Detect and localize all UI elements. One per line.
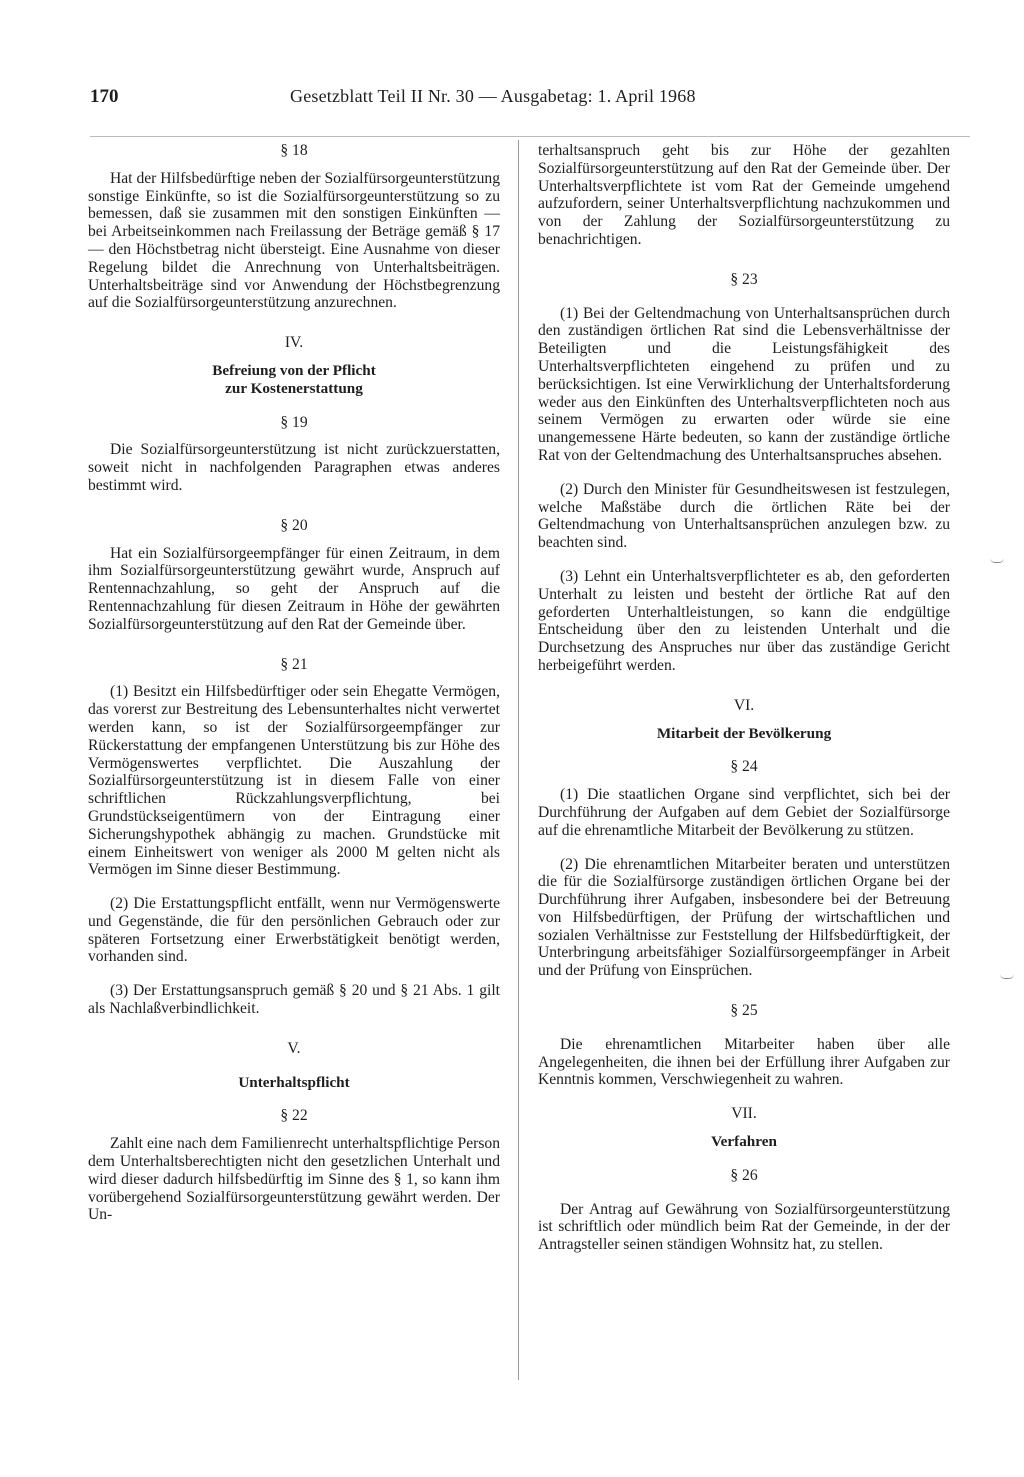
section-22-label: § 22 xyxy=(280,1107,308,1125)
part-6-label: VI. xyxy=(733,696,755,714)
part-4-title-line-1: Befreiung von der Pflicht xyxy=(212,361,376,379)
part-4-title-line-2: zur Kostenerstattung xyxy=(225,379,363,397)
left-column xyxy=(88,142,500,1224)
section-24-paragraph-2: (2) Die ehrenamtlichen Mitarbeiter beraten und unterstützen die für die Sozialfürsorge zuständigen örtlichen Organe bei der Durchführung ihrer Aufgaben, insbesondere bei der Betreuung von Hilfsbedürftigen, der Prüfung der wirtschaftlichen und sozialen Verhältnisse zur Feststellung der Hilfsbedürftigkeit, der Unterbringung arbeitsfähiger Sozialfürsorgeempfänger in Arbeit und der Prüfung von Einsprüchen. xyxy=(538,855,950,980)
section-21-paragraph-3: (3) Der Erstattungsanspruch gemäß § 20 und § 21 Abs. 1 gilt als Nachlaßverbindlichkeit. xyxy=(88,982,500,1018)
section-21-paragraph-2: (2) Die Erstattungspflicht entfällt, wenn nur Vermögenswerte und Gegenstände, die für den persönlichen Gebrauch oder zur späteren Fortsetzung einer Erwerbstätigkeit benötigt werden, vorhanden sind. xyxy=(88,895,500,966)
section-20-label: § 20 xyxy=(280,516,308,534)
section-23-paragraph-1: (1) Bei der Geltendmachung von Unterhaltsansprüchen durch den zuständigen örtlichen Rat sind die Lebensverhältnisse der Beteiligten und die Leistungsfähigkeit des Unterhaltsverpflichteten eingehend zu prüfen und zu berücksichtigen. Ist eine Verwirklichung der Unterhaltsforderung weder aus den Einkünften des Unterhaltsverpflichteten noch aus seinem Vermögen zu erwarten oder würde sie eine unangemessene Härte bedeuten, so kann der zuständige örtliche Rat von der Geltendmachung des Unterhaltsanspruches absehen. xyxy=(538,304,950,464)
section-22-text-start: Zahlt eine nach dem Familienrecht unterhaltspflichtige Person dem Unterhaltsberechtigten nicht den gesetzlichen Unterhalt und wird dieser dadurch hilfsbedürftig im Sinne des § 1, so kann ihm vorübergehend Sozialfürsorgeunterstützung gewährt werden. Der Un- xyxy=(88,1135,500,1224)
section-21-paragraph-1: (1) Besitzt ein Hilfsbedürftiger oder sein Ehegatte Vermögen, das vorerst zur Bestreitung des Lebensunterhaltes nicht verwertet werden kann, so ist der Sozialfürsorgeempfänger zur Rückerstattung der empfangenen Unterstützung bis zur Höhe des Vermögenswertes verpflichtet. Die Auszahlung der Sozialfürsorgeunterstützung ist in diesem Falle von einer schriftlichen Rückzahlungsverpflichtung, bei Grundstückseigentümern von der Eintragung einer Sicherungshypothek abhängig zu machen. Grundstücke mit einem Einheitswert von weniger als 2000 M gelten nicht als Vermögen im Sinne dieser Bestimmung. xyxy=(88,683,500,879)
section-25-label: § 25 xyxy=(730,1002,758,1020)
page-header xyxy=(90,86,970,114)
part-7-title: Verfahren xyxy=(711,1133,777,1151)
section-24-label: § 24 xyxy=(730,758,758,776)
column-divider xyxy=(518,140,519,1380)
part-5-title: Unterhaltspflicht xyxy=(238,1073,350,1091)
section-20-text: Hat ein Sozialfürsorgeempfänger für einen Zeitraum, in dem ihm Sozialfürsorgeunterstützung gewährt wurde, Anspruch auf Rentennachzahlung, so geht der Anspruch auf die Rentennachzahlung für diesen Zeitraum in Höhe der gewährten Sozialfürsorgeunterstützung auf den Rat der Gemeinde über. xyxy=(88,544,500,633)
section-26-label: § 26 xyxy=(730,1166,758,1184)
section-19-text: Die Sozialfürsorgeunterstützung ist nicht zurückzuerstatten, soweit nicht in nachfolgenden Paragraphen etwas anderes bestimmt wird. xyxy=(88,441,500,494)
right-column xyxy=(538,142,950,1254)
section-22-text-continued: terhaltsanspruch geht bis zur Höhe der gezahlten Sozialfürsorgeunterstützung auf den Rat der Gemeinde über. Der Unterhaltsverpflichtete ist vom Rat der Gemeinde umgehend aufzufordern, seiner Unterhaltsverpflichtung nachzukommen und von der Zahlung der Sozialfürsorgeunterstützung zu benachrichtigen. xyxy=(538,142,950,248)
section-18-text: Hat der Hilfsbedürftige neben der Sozialfürsorgeunterstützung sonstige Einkünfte, so ist die Sozialfürsorgeunterstützung so zu bemessen, daß sie zusammen mit den sonstigen Einkünften — bei Arbeitseinkommen nach Freilassung der Beträge gemäß § 17 — den Höchstbetrag nicht übersteigt. Eine Ausnahme von dieser Regelung bildet die Anrechnung von Unterhaltsbeiträgen. Unterhaltsbeiträge sind vor Anwendung der Höchstbegrenzung auf die Sozialfürsorgeunterstützung anzurechnen. xyxy=(88,169,500,312)
section-26-text: Der Antrag auf Gewährung von Sozialfürsorgeunterstützung ist schriftlich oder mündlich beim Rat der Gemeinde, in der der Antragsteller seinen ständigen Wohnsitz hat, zu stellen. xyxy=(538,1200,950,1254)
section-24-paragraph-1: (1) Die staatlichen Organe sind verpflichtet, sich bei der Durchführung der Aufgaben auf dem Gebiet der Sozialfürsorge auf die ehrenamtliche Mitarbeit der Bevölkerung zu stützen. xyxy=(538,786,950,839)
section-23-paragraph-3: (3) Lehnt ein Unterhaltsverpflichteter es ab, den geforderten Unterhalt zu leisten und besteht der örtliche Rat auf den geforderten Unterhaltleistungen, so kann die endgültige Entscheidung über den zu leistenden Unterhalt und die Durchsetzung des Anspruches nur über das zuständige Gericht herbeigeführt werden. xyxy=(538,567,950,674)
part-6-title: Mitarbeit der Bevölkerung xyxy=(656,724,832,742)
section-21-label: § 21 xyxy=(280,655,308,673)
part-7-label: VII. xyxy=(731,1105,757,1123)
page-number: 170 xyxy=(90,86,119,107)
section-23-label: § 23 xyxy=(730,270,758,288)
section-19-label: § 19 xyxy=(280,413,308,431)
section-23-paragraph-2: (2) Durch den Minister für Gesundheitswesen ist festzulegen, welche Maßstäbe durch die örtlichen Räte bei der Geltendmachung von Unterhaltsansprüchen anzulegen bzw. zu beachten sind. xyxy=(538,480,950,552)
margin-mark xyxy=(1000,974,1014,979)
margin-mark xyxy=(990,558,1004,563)
header-title: Gesetzblatt Teil II Nr. 30 — Ausgabetag: 1. April 1968 xyxy=(290,86,696,106)
part-5-label: V. xyxy=(287,1039,301,1057)
header-rule xyxy=(90,136,970,137)
part-4-label: IV. xyxy=(284,334,304,352)
section-18-label: § 18 xyxy=(280,142,308,159)
section-25-text: Die ehrenamtlichen Mitarbeiter haben über alle Angelegenheiten, die ihnen bei der Erfüllung ihrer Aufgaben zur Kenntnis kommen, Verschwiegenheit zu wahren. xyxy=(538,1035,950,1089)
